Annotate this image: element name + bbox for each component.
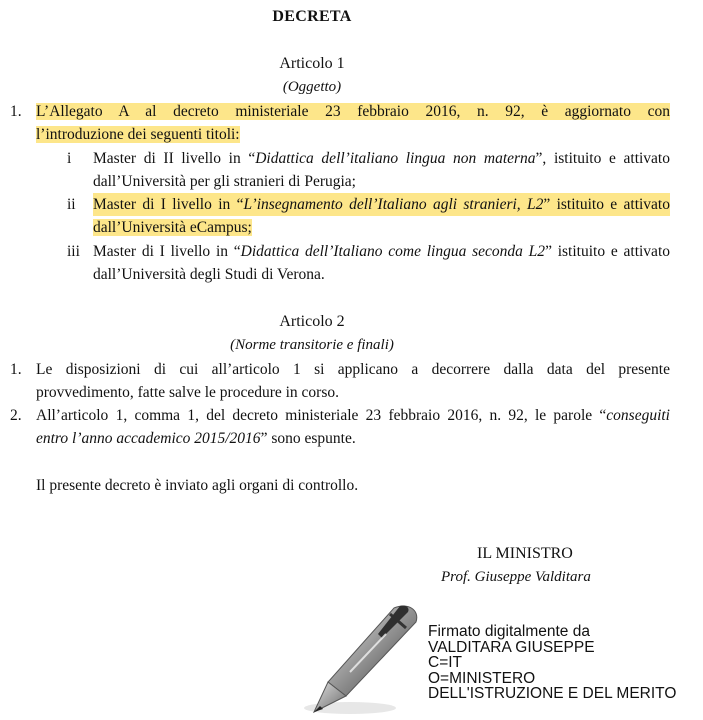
sub-item-iii: Master di I livello in “Didattica dell’Italiano come lingua seconda L2” istituito e attivato dall’Università degli Studi di Verona. — [93, 243, 670, 283]
sub-item-iii-number: iii — [67, 243, 80, 260]
digital-signature-line3: C=IT — [428, 654, 463, 671]
article-2-item-1: Le disposizioni di cui all’articolo 1 si applicano a decorrere dalla data del presente provvedimento, fatte salve le procedure in corso. — [36, 361, 670, 401]
article-2-item-2: All’articolo 1, comma 1, del decreto ministeriale 23 febbraio 2016, n. 92, le parole “conseguiti entro l’anno accademico 2015/2016” sono espunte. — [36, 407, 670, 447]
article-2-title: Articolo 2 — [279, 313, 345, 330]
digital-signature-line4: O=MINISTERO — [428, 669, 536, 687]
sub-item-i: Master di II livello in “Didattica dell’italiano lingua non materna”, istituito e attivato dall’Università per gli stranieri di Perugia; — [93, 150, 670, 190]
article-2-item-1-number: 1. — [10, 361, 22, 378]
article-1-item-1-line2: l’introduzione dei seguenti titoli: — [36, 126, 240, 143]
article-2-item-2-number: 2. — [10, 407, 22, 424]
article-1-title: Articolo 1 — [279, 55, 345, 72]
digital-signature-line1: Firmato digitalmente da — [428, 623, 590, 640]
closing-statement: Il presente decreto è inviato agli organi di controllo. — [36, 477, 359, 494]
digital-signature-block — [428, 624, 676, 702]
sub-item-i-number: i — [67, 150, 72, 167]
sub-item-ii-number: ii — [67, 196, 76, 213]
article-1-item-1-line1: L’Allegato A al decreto ministeriale 23 febbraio 2016, n. 92, è aggiornato con — [36, 103, 670, 120]
digital-signature-line5: DELL'ISTRUZIONE E DEL MERITO — [428, 685, 677, 702]
decree-heading: DECRETA — [272, 8, 352, 25]
signature-role: IL MINISTRO — [477, 545, 573, 562]
article-1-item-1 — [36, 100, 670, 146]
sub-item-ii: Master di I livello in “L’insegnamento dell’Italiano agli stranieri, L2” istituito e attivato dall’Università eCampus; — [93, 193, 670, 239]
article-1-item-1-number: 1. — [10, 103, 22, 120]
pen-icon — [290, 598, 430, 720]
article-1-subtitle: (Oggetto) — [282, 79, 342, 95]
digital-signature-line2: VALDITARA GIUSEPPE — [428, 638, 595, 656]
article-2-subtitle: (Norme transitorie e finali) — [230, 337, 394, 353]
signature-name: Prof. Giuseppe Valditara — [441, 569, 591, 585]
